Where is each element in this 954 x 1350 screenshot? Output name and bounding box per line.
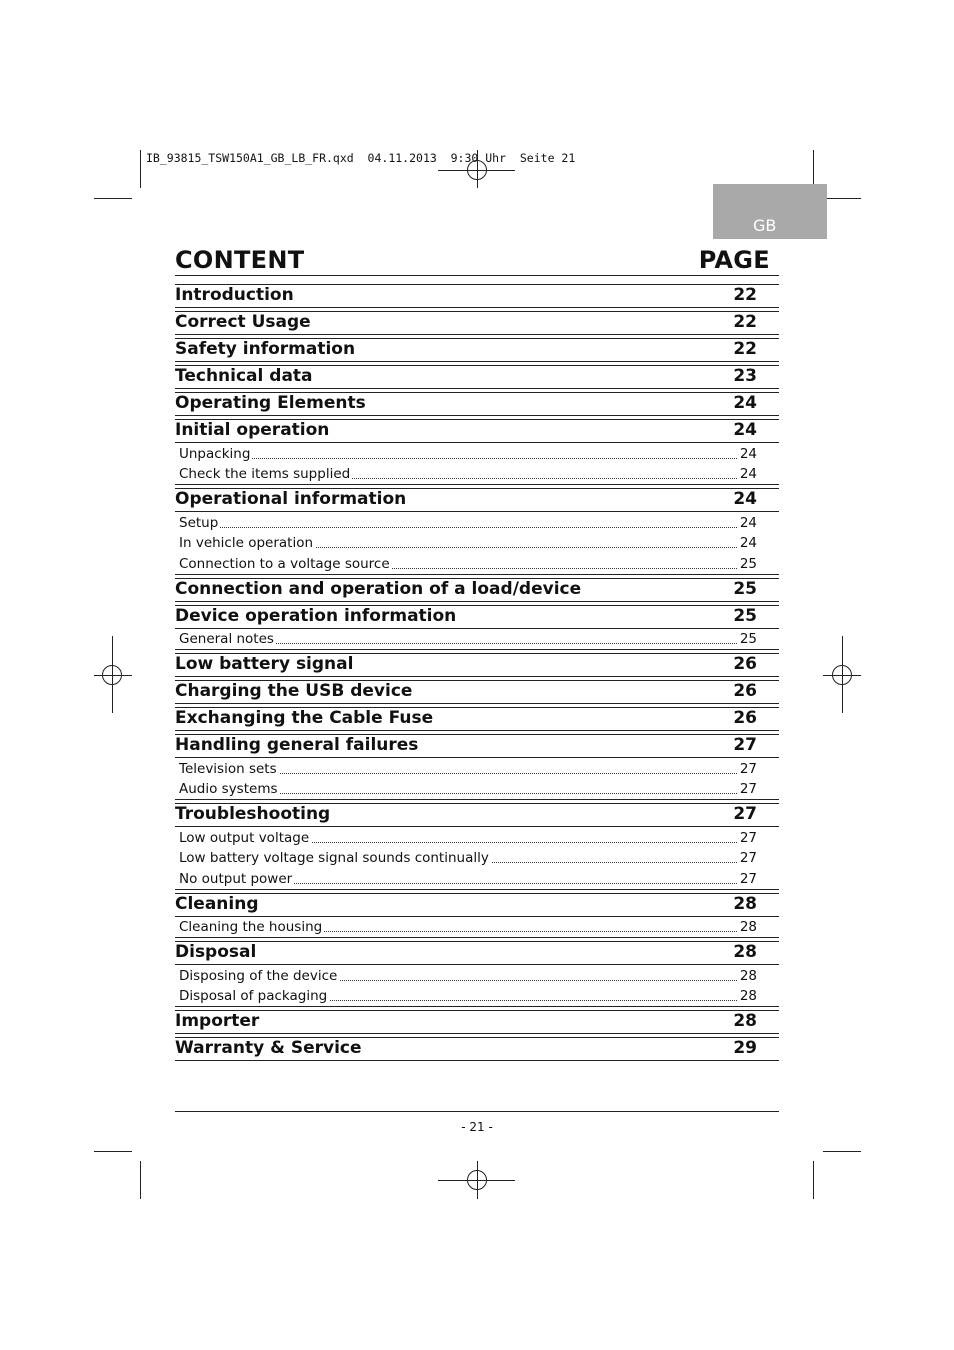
page-number: - 21 - (461, 1120, 493, 1134)
toc-subentry-title: Check the items supplied (179, 466, 351, 482)
toc-subentry-page: 25 (739, 555, 757, 572)
toc-subentry-group (175, 827, 779, 890)
footer-rule (175, 1111, 779, 1112)
toc-subentry-page: 28 (739, 988, 757, 1004)
toc-entry-page: 22 (733, 285, 757, 305)
toc-subentry-page: 25 (739, 631, 757, 647)
crop-mark (94, 198, 132, 199)
toc-entry (175, 488, 779, 512)
toc-subentry-group (175, 965, 779, 1007)
toc-subentry (175, 965, 779, 986)
crop-mark (94, 1151, 132, 1152)
toc-entry (175, 707, 779, 731)
toc-subentry-page: 24 (739, 445, 757, 462)
toc-subentry (175, 443, 779, 464)
toc-subentry (175, 512, 779, 533)
toc-entry-page: 28 (733, 942, 757, 962)
toc-entry (175, 941, 779, 965)
toc-entry-title: Low battery signal (175, 654, 354, 674)
toc-entry-page: 24 (733, 393, 757, 413)
toc-entry (175, 680, 779, 704)
toc-entry (175, 365, 779, 389)
toc-entry-title: Operating Elements (175, 393, 366, 413)
toc-entry (175, 284, 779, 308)
toc-entry-page: 26 (733, 681, 757, 701)
crop-mark (813, 150, 814, 188)
toc-entry-title: Introduction (175, 285, 294, 305)
toc-entry (175, 338, 779, 362)
toc-subentry (175, 917, 779, 938)
toc-subentry-page: 27 (739, 870, 757, 887)
toc-subentry (175, 848, 779, 869)
toc-subentry (175, 464, 779, 485)
toc-subentry-page: 24 (739, 466, 757, 482)
toc-entry (175, 893, 779, 917)
toc-subentry-title: Disposing of the device (179, 967, 338, 984)
toc-entry-title: Charging the USB device (175, 681, 413, 701)
toc-subentry-title: Television sets (179, 760, 277, 777)
toc-entry-page: 29 (733, 1038, 757, 1058)
toc-entry-title: Safety information (175, 339, 356, 359)
toc-subentry-page: 28 (739, 967, 757, 984)
toc-entry-page: 24 (733, 420, 757, 440)
crop-mark (140, 150, 141, 188)
toc-entry-title: Initial operation (175, 420, 330, 440)
toc-entry-title: Warranty & Service (175, 1038, 362, 1058)
toc-entry-page: 26 (733, 654, 757, 674)
toc-entry-title: Troubleshooting (175, 804, 331, 824)
toc-subentry-title: No output power (179, 870, 293, 887)
toc-subentry-title: Unpacking (179, 445, 251, 462)
toc-entry-title: Operational information (175, 489, 407, 509)
table-of-contents (175, 284, 779, 1064)
print-slug: IB_93815_TSW150A1_GB_LB_FR.qxd 04.11.2013 9:30 Uhr Seite 21 (146, 151, 576, 165)
toc-subentry-group (175, 758, 779, 800)
dot-leader (179, 527, 757, 528)
toc-entry-page: 25 (733, 605, 757, 626)
toc-entry-page: 27 (733, 735, 757, 755)
toc-entry-page: 25 (733, 578, 757, 599)
toc-subentry-page: 27 (739, 850, 757, 866)
toc-subentry-title: General notes (179, 631, 274, 647)
toc-entry-page: 22 (733, 339, 757, 359)
toc-subentry (175, 629, 779, 650)
heading-rule (175, 275, 779, 276)
toc-subentry (175, 553, 779, 574)
crop-mark (813, 1161, 814, 1199)
toc-subentry-title: Connection to a voltage source (179, 555, 390, 572)
toc-subentry-group (175, 512, 779, 575)
toc-entry (175, 734, 779, 758)
toc-subentry-page: 27 (739, 829, 757, 846)
toc-entry-page: 28 (733, 893, 757, 914)
toc-entry-page: 27 (733, 804, 757, 824)
toc-entry (175, 578, 779, 602)
toc-subentry-title: Low output voltage (179, 829, 310, 846)
toc-entry-title: Correct Usage (175, 312, 311, 332)
toc-subentry-title: Audio systems (179, 781, 278, 797)
toc-subentry-page: 27 (739, 781, 757, 797)
page-heading: PAGE (698, 246, 770, 274)
toc-entry-title: Connection and operation of a load/device (175, 578, 582, 599)
toc-subentry-page: 28 (739, 919, 757, 935)
toc-entry-page: 28 (733, 1011, 757, 1031)
toc-entry-title: Importer (175, 1011, 260, 1031)
toc-subentry-title: Setup (179, 514, 219, 531)
toc-subentry (175, 868, 779, 889)
toc-subentry (175, 779, 779, 800)
toc-subentry-group (175, 443, 779, 485)
toc-subentry (175, 758, 779, 779)
toc-entry-title: Handling general failures (175, 735, 419, 755)
toc-entry (175, 311, 779, 335)
toc-subentry (175, 827, 779, 848)
toc-subentry (175, 533, 779, 554)
toc-entry-page: 23 (733, 366, 757, 386)
toc-subentry-page: 24 (739, 535, 757, 551)
toc-entry-title: Technical data (175, 366, 313, 386)
toc-entry (175, 1037, 779, 1061)
toc-subentry (175, 986, 779, 1007)
language-tab (713, 184, 827, 239)
toc-entry-title: Exchanging the Cable Fuse (175, 708, 434, 728)
toc-subentry-title: Cleaning the housing (179, 919, 323, 935)
toc-entry (175, 653, 779, 677)
crop-mark (823, 1151, 861, 1152)
toc-entry (175, 1010, 779, 1034)
content-heading: CONTENT (175, 246, 305, 274)
toc-entry-page: 24 (733, 489, 757, 509)
toc-entry-page: 26 (733, 708, 757, 728)
toc-subentry-page: 24 (739, 514, 757, 531)
crop-mark (823, 198, 861, 199)
toc-subentry-title: Disposal of packaging (179, 988, 328, 1004)
toc-entry-page: 22 (733, 312, 757, 332)
toc-entry (175, 605, 779, 629)
toc-subentry-page: 27 (739, 760, 757, 777)
toc-entry (175, 803, 779, 827)
toc-entry-title: Disposal (175, 942, 257, 962)
language-tab-label: GB (753, 216, 777, 235)
dot-leader (179, 458, 757, 459)
toc-subentry-title: Low battery voltage signal sounds continually (179, 850, 489, 866)
toc-entry-title: Device operation information (175, 605, 457, 626)
toc-subentry-group (175, 917, 779, 939)
toc-entry-title: Cleaning (175, 893, 259, 914)
toc-entry (175, 392, 779, 416)
toc-entry (175, 419, 779, 443)
crop-mark (140, 1161, 141, 1199)
toc-subentry-title: In vehicle operation (179, 535, 314, 551)
toc-subentry-group (175, 629, 779, 651)
